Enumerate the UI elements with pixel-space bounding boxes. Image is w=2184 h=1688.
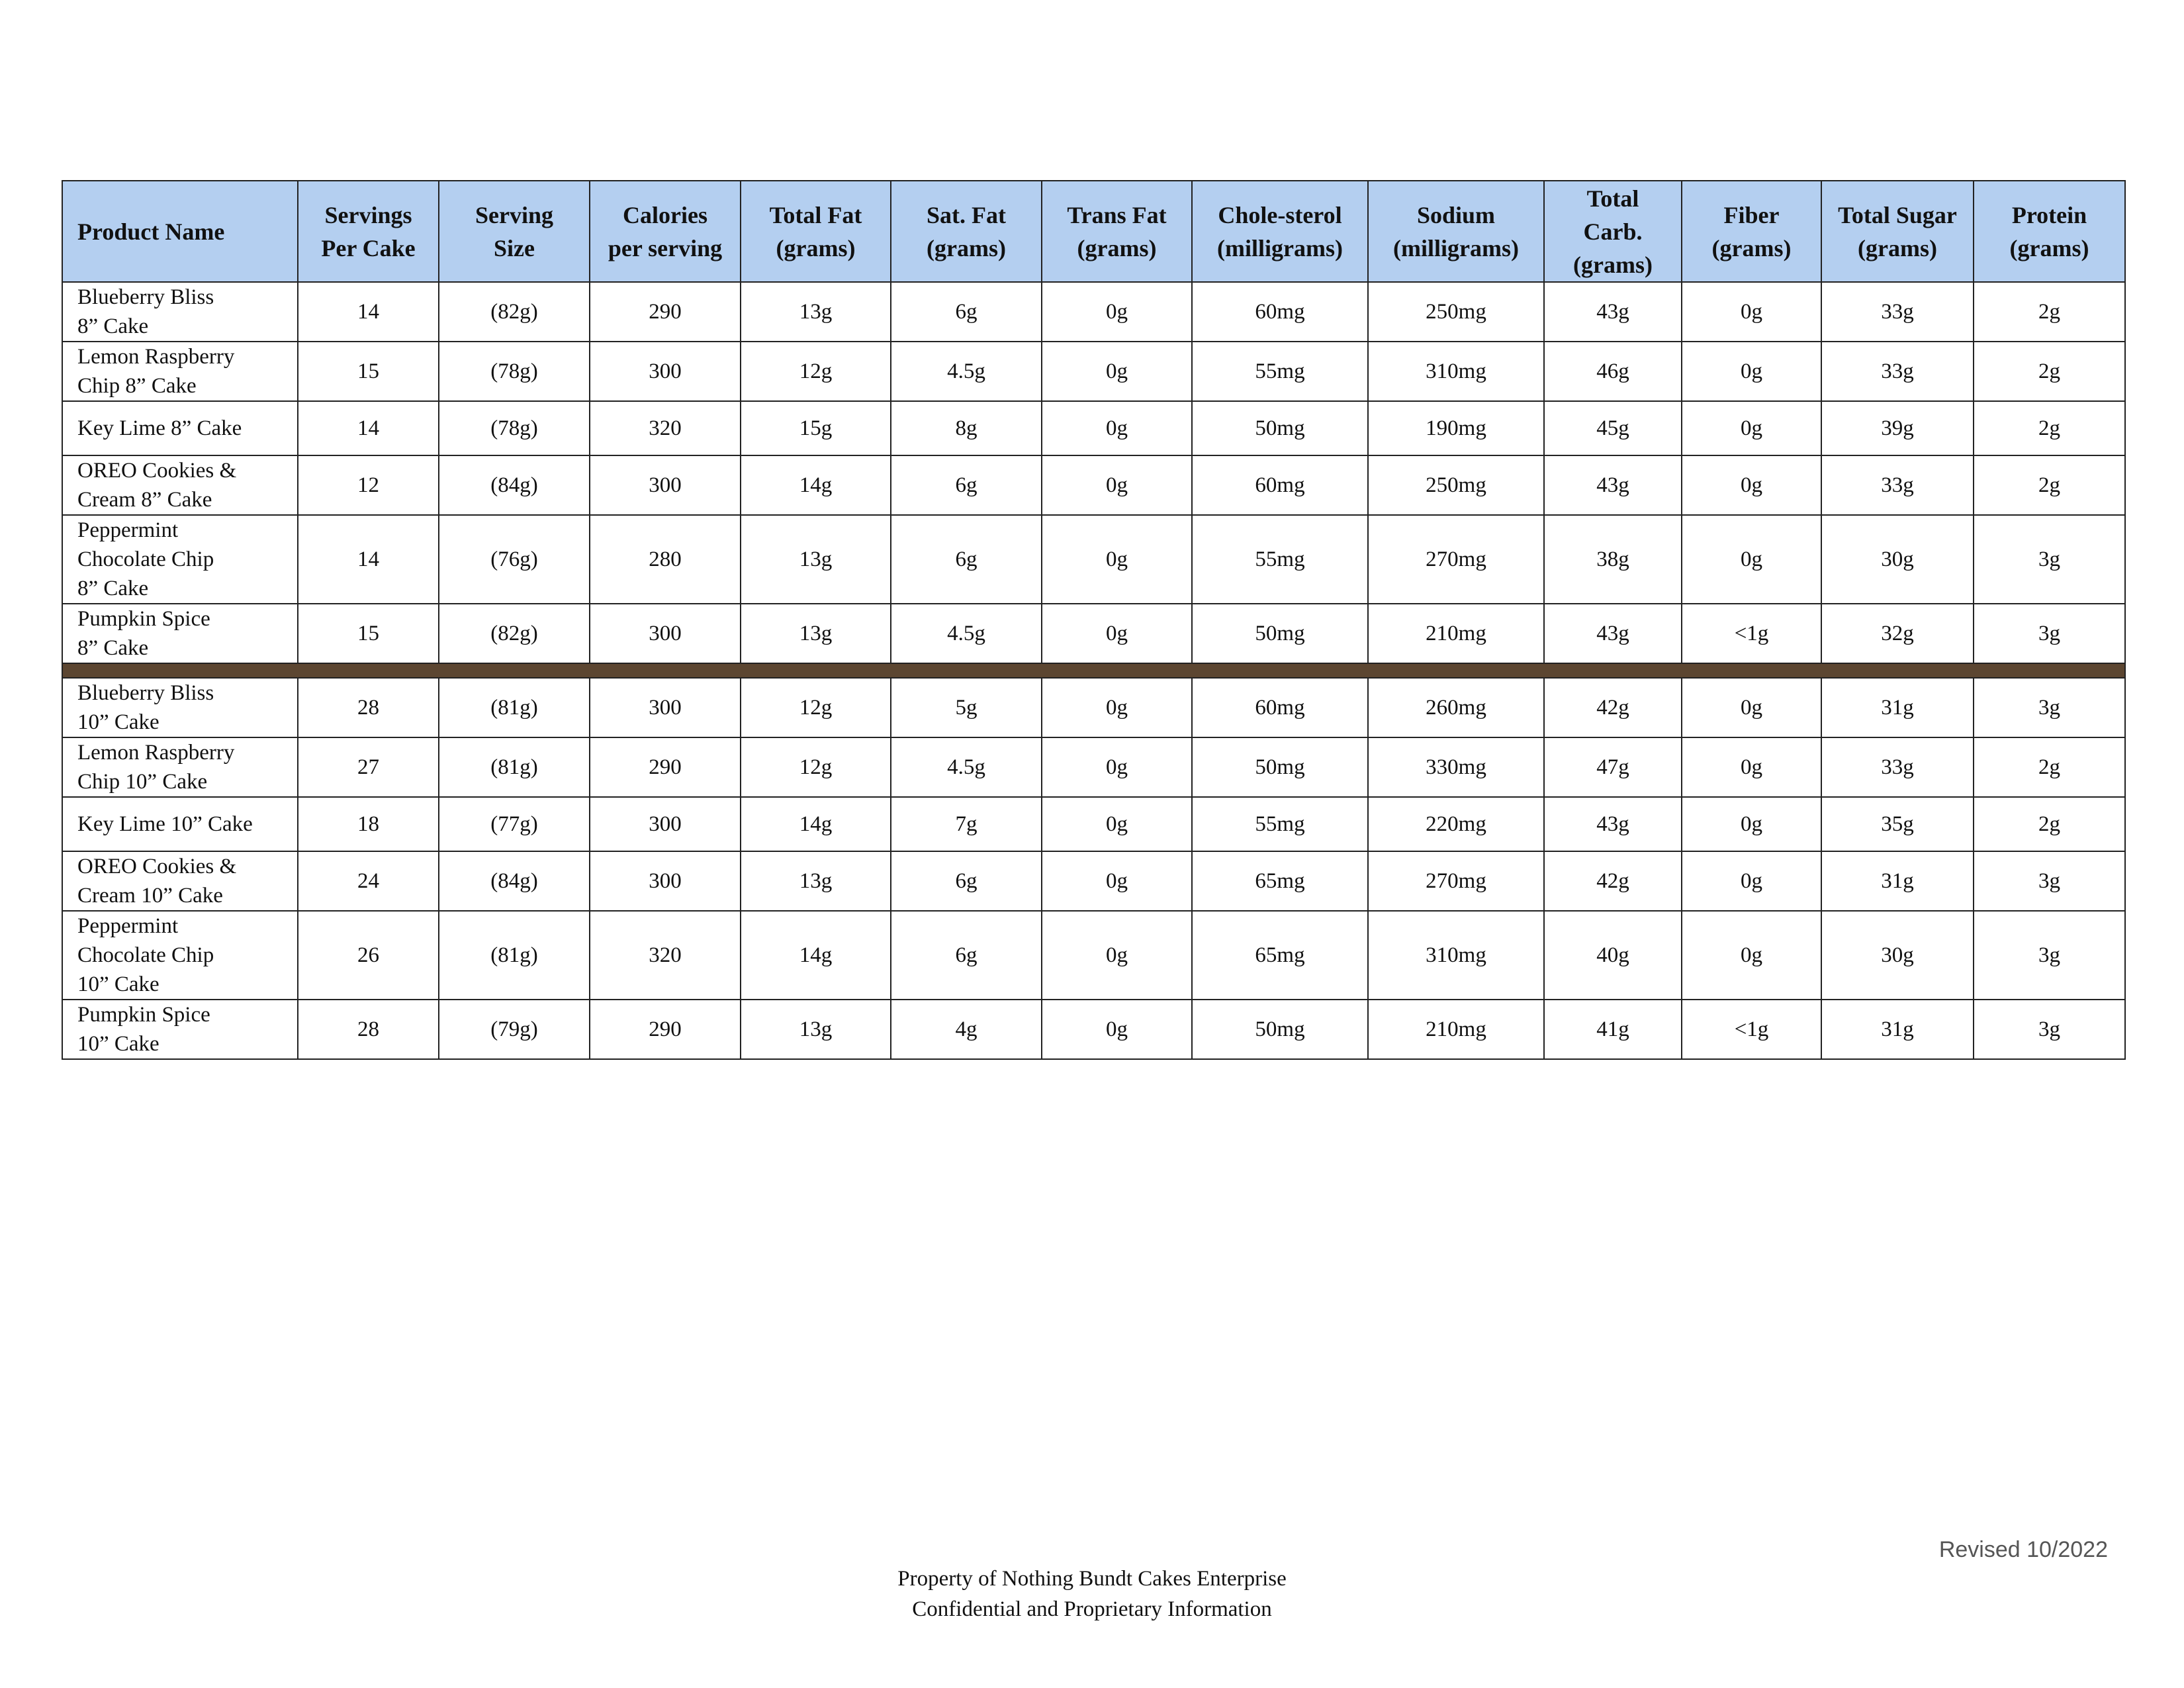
sat-fat-cell: 4.5g bbox=[891, 342, 1042, 401]
sat-fat-cell: 7g bbox=[891, 797, 1042, 851]
footer-line-confidential: Confidential and Proprietary Information bbox=[912, 1597, 1272, 1621]
servings-cell: 28 bbox=[298, 678, 439, 737]
total-carb-cell: 38g bbox=[1544, 515, 1682, 604]
protein-cell: 3g bbox=[1974, 851, 2125, 911]
product-name-cell: Blueberry Bliss 10” Cake bbox=[62, 678, 298, 737]
total-fat-cell: 12g bbox=[741, 342, 891, 401]
calories-cell: 300 bbox=[590, 455, 741, 515]
col-header-servings-per-cake: Servings Per Cake bbox=[298, 181, 439, 282]
col-header-cholesterol: Chole-sterol (milligrams) bbox=[1192, 181, 1368, 282]
servings-cell: 26 bbox=[298, 911, 439, 1000]
fiber-cell: <1g bbox=[1682, 1000, 1821, 1059]
servings-cell: 14 bbox=[298, 282, 439, 342]
sat-fat-cell: 8g bbox=[891, 401, 1042, 455]
protein-cell: 3g bbox=[1974, 678, 2125, 737]
servings-cell: 12 bbox=[298, 455, 439, 515]
serving-size-cell: (76g) bbox=[439, 515, 590, 604]
sat-fat-cell: 6g bbox=[891, 851, 1042, 911]
total-carb-cell: 46g bbox=[1544, 342, 1682, 401]
product-name-cell: Blueberry Bliss 8” Cake bbox=[62, 282, 298, 342]
calories-cell: 300 bbox=[590, 797, 741, 851]
total-fat-cell: 13g bbox=[741, 1000, 891, 1059]
trans-fat-cell: 0g bbox=[1042, 911, 1192, 1000]
page-footer bbox=[0, 1564, 2184, 1624]
serving-size-cell: (81g) bbox=[439, 911, 590, 1000]
total-fat-cell: 14g bbox=[741, 797, 891, 851]
total-fat-cell: 12g bbox=[741, 737, 891, 797]
table-row bbox=[62, 678, 2125, 737]
cholesterol-cell: 60mg bbox=[1192, 678, 1368, 737]
cholesterol-cell: 65mg bbox=[1192, 911, 1368, 1000]
total-fat-cell: 13g bbox=[741, 851, 891, 911]
total-fat-cell: 12g bbox=[741, 678, 891, 737]
sodium-cell: 310mg bbox=[1368, 911, 1544, 1000]
servings-cell: 14 bbox=[298, 515, 439, 604]
servings-cell: 14 bbox=[298, 401, 439, 455]
protein-cell: 2g bbox=[1974, 401, 2125, 455]
cholesterol-cell: 55mg bbox=[1192, 515, 1368, 604]
total-fat-cell: 13g bbox=[741, 282, 891, 342]
sodium-cell: 270mg bbox=[1368, 515, 1544, 604]
sodium-cell: 330mg bbox=[1368, 737, 1544, 797]
trans-fat-cell: 0g bbox=[1042, 604, 1192, 663]
serving-size-cell: (82g) bbox=[439, 604, 590, 663]
col-header-calories: Calories per serving bbox=[590, 181, 741, 282]
trans-fat-cell: 0g bbox=[1042, 515, 1192, 604]
servings-cell: 24 bbox=[298, 851, 439, 911]
total-fat-cell: 15g bbox=[741, 401, 891, 455]
fiber-cell: 0g bbox=[1682, 455, 1821, 515]
product-name-cell: Key Lime 10” Cake bbox=[62, 797, 298, 851]
cholesterol-cell: 50mg bbox=[1192, 401, 1368, 455]
total-carb-cell: 43g bbox=[1544, 604, 1682, 663]
serving-size-cell: (82g) bbox=[439, 282, 590, 342]
total-sugar-cell: 33g bbox=[1821, 455, 1974, 515]
table-row bbox=[62, 282, 2125, 342]
fiber-cell: <1g bbox=[1682, 604, 1821, 663]
table-row bbox=[62, 455, 2125, 515]
table-header-row bbox=[62, 181, 2125, 282]
nutrition-table bbox=[62, 180, 2126, 1060]
protein-cell: 2g bbox=[1974, 342, 2125, 401]
cholesterol-cell: 65mg bbox=[1192, 851, 1368, 911]
table-row bbox=[62, 342, 2125, 401]
sat-fat-cell: 6g bbox=[891, 455, 1042, 515]
serving-size-cell: (81g) bbox=[439, 678, 590, 737]
calories-cell: 290 bbox=[590, 282, 741, 342]
servings-cell: 28 bbox=[298, 1000, 439, 1059]
total-sugar-cell: 33g bbox=[1821, 737, 1974, 797]
total-sugar-cell: 31g bbox=[1821, 851, 1974, 911]
servings-cell: 18 bbox=[298, 797, 439, 851]
servings-cell: 27 bbox=[298, 737, 439, 797]
calories-cell: 290 bbox=[590, 737, 741, 797]
total-carb-cell: 43g bbox=[1544, 455, 1682, 515]
serving-size-cell: (84g) bbox=[439, 851, 590, 911]
calories-cell: 300 bbox=[590, 678, 741, 737]
total-carb-cell: 43g bbox=[1544, 282, 1682, 342]
total-sugar-cell: 35g bbox=[1821, 797, 1974, 851]
sat-fat-cell: 4g bbox=[891, 1000, 1042, 1059]
col-header-fiber: Fiber (grams) bbox=[1682, 181, 1821, 282]
servings-cell: 15 bbox=[298, 342, 439, 401]
cholesterol-cell: 50mg bbox=[1192, 737, 1368, 797]
product-name-cell: Lemon Raspberry Chip 8” Cake bbox=[62, 342, 298, 401]
serving-size-cell: (81g) bbox=[439, 737, 590, 797]
sodium-cell: 210mg bbox=[1368, 604, 1544, 663]
protein-cell: 2g bbox=[1974, 455, 2125, 515]
cholesterol-cell: 60mg bbox=[1192, 455, 1368, 515]
table-row bbox=[62, 851, 2125, 911]
fiber-cell: 0g bbox=[1682, 851, 1821, 911]
calories-cell: 280 bbox=[590, 515, 741, 604]
total-carb-cell: 42g bbox=[1544, 851, 1682, 911]
col-header-trans-fat: Trans Fat (grams) bbox=[1042, 181, 1192, 282]
sat-fat-cell: 6g bbox=[891, 911, 1042, 1000]
total-fat-cell: 13g bbox=[741, 604, 891, 663]
product-name-cell: Lemon Raspberry Chip 10” Cake bbox=[62, 737, 298, 797]
table-body bbox=[62, 282, 2125, 1059]
fiber-cell: 0g bbox=[1682, 678, 1821, 737]
total-sugar-cell: 32g bbox=[1821, 604, 1974, 663]
total-carb-cell: 47g bbox=[1544, 737, 1682, 797]
table-row bbox=[62, 737, 2125, 797]
total-sugar-cell: 30g bbox=[1821, 515, 1974, 604]
col-header-total-carb: Total Carb. (grams) bbox=[1544, 181, 1682, 282]
protein-cell: 3g bbox=[1974, 1000, 2125, 1059]
calories-cell: 300 bbox=[590, 604, 741, 663]
table-row bbox=[62, 797, 2125, 851]
total-sugar-cell: 31g bbox=[1821, 1000, 1974, 1059]
sodium-cell: 270mg bbox=[1368, 851, 1544, 911]
serving-size-cell: (79g) bbox=[439, 1000, 590, 1059]
cholesterol-cell: 55mg bbox=[1192, 342, 1368, 401]
col-header-protein: Protein (grams) bbox=[1974, 181, 2125, 282]
sodium-cell: 260mg bbox=[1368, 678, 1544, 737]
total-fat-cell: 14g bbox=[741, 911, 891, 1000]
trans-fat-cell: 0g bbox=[1042, 797, 1192, 851]
col-header-total-fat: Total Fat (grams) bbox=[741, 181, 891, 282]
total-sugar-cell: 30g bbox=[1821, 911, 1974, 1000]
fiber-cell: 0g bbox=[1682, 401, 1821, 455]
total-carb-cell: 40g bbox=[1544, 911, 1682, 1000]
sodium-cell: 220mg bbox=[1368, 797, 1544, 851]
protein-cell: 2g bbox=[1974, 737, 2125, 797]
sodium-cell: 250mg bbox=[1368, 455, 1544, 515]
trans-fat-cell: 0g bbox=[1042, 455, 1192, 515]
fiber-cell: 0g bbox=[1682, 515, 1821, 604]
protein-cell: 2g bbox=[1974, 797, 2125, 851]
trans-fat-cell: 0g bbox=[1042, 282, 1192, 342]
trans-fat-cell: 0g bbox=[1042, 401, 1192, 455]
total-carb-cell: 41g bbox=[1544, 1000, 1682, 1059]
cholesterol-cell: 55mg bbox=[1192, 797, 1368, 851]
sodium-cell: 250mg bbox=[1368, 282, 1544, 342]
total-sugar-cell: 33g bbox=[1821, 282, 1974, 342]
cholesterol-cell: 50mg bbox=[1192, 1000, 1368, 1059]
product-name-cell: Peppermint Chocolate Chip 10” Cake bbox=[62, 911, 298, 1000]
sat-fat-cell: 4.5g bbox=[891, 737, 1042, 797]
fiber-cell: 0g bbox=[1682, 911, 1821, 1000]
total-carb-cell: 42g bbox=[1544, 678, 1682, 737]
revision-note: Revised 10/2022 bbox=[1938, 1537, 2108, 1562]
fiber-cell: 0g bbox=[1682, 737, 1821, 797]
total-sugar-cell: 33g bbox=[1821, 342, 1974, 401]
sat-fat-cell: 6g bbox=[891, 515, 1042, 604]
product-name-cell: Peppermint Chocolate Chip 8” Cake bbox=[62, 515, 298, 604]
serving-size-cell: (84g) bbox=[439, 455, 590, 515]
col-header-serving-size: Serving Size bbox=[439, 181, 590, 282]
trans-fat-cell: 0g bbox=[1042, 737, 1192, 797]
sat-fat-cell: 4.5g bbox=[891, 604, 1042, 663]
trans-fat-cell: 0g bbox=[1042, 678, 1192, 737]
fiber-cell: 0g bbox=[1682, 282, 1821, 342]
fiber-cell: 0g bbox=[1682, 342, 1821, 401]
divider-bar bbox=[62, 663, 2125, 678]
servings-cell: 15 bbox=[298, 604, 439, 663]
calories-cell: 290 bbox=[590, 1000, 741, 1059]
serving-size-cell: (78g) bbox=[439, 401, 590, 455]
total-sugar-cell: 31g bbox=[1821, 678, 1974, 737]
size-group-divider bbox=[62, 663, 2125, 678]
product-name-cell: Key Lime 8” Cake bbox=[62, 401, 298, 455]
serving-size-cell: (77g) bbox=[439, 797, 590, 851]
calories-cell: 300 bbox=[590, 851, 741, 911]
table-row bbox=[62, 1000, 2125, 1059]
col-header-product-name: Product Name bbox=[62, 181, 298, 282]
product-name-cell: OREO Cookies & Cream 8” Cake bbox=[62, 455, 298, 515]
sodium-cell: 190mg bbox=[1368, 401, 1544, 455]
calories-cell: 320 bbox=[590, 911, 741, 1000]
cholesterol-cell: 50mg bbox=[1192, 604, 1368, 663]
product-name-cell: Pumpkin Spice 8” Cake bbox=[62, 604, 298, 663]
sat-fat-cell: 5g bbox=[891, 678, 1042, 737]
sodium-cell: 310mg bbox=[1368, 342, 1544, 401]
product-name-cell: Pumpkin Spice 10” Cake bbox=[62, 1000, 298, 1059]
col-header-sat-fat: Sat. Fat (grams) bbox=[891, 181, 1042, 282]
trans-fat-cell: 0g bbox=[1042, 851, 1192, 911]
table-row bbox=[62, 604, 2125, 663]
col-header-total-sugar: Total Sugar (grams) bbox=[1821, 181, 1974, 282]
serving-size-cell: (78g) bbox=[439, 342, 590, 401]
total-fat-cell: 14g bbox=[741, 455, 891, 515]
col-header-sodium: Sodium (milligrams) bbox=[1368, 181, 1544, 282]
protein-cell: 3g bbox=[1974, 604, 2125, 663]
fiber-cell: 0g bbox=[1682, 797, 1821, 851]
table-row bbox=[62, 401, 2125, 455]
calories-cell: 320 bbox=[590, 401, 741, 455]
total-carb-cell: 45g bbox=[1544, 401, 1682, 455]
cholesterol-cell: 60mg bbox=[1192, 282, 1368, 342]
total-fat-cell: 13g bbox=[741, 515, 891, 604]
footer-line-property: Property of Nothing Bundt Cakes Enterprise bbox=[897, 1567, 1287, 1591]
protein-cell: 2g bbox=[1974, 282, 2125, 342]
trans-fat-cell: 0g bbox=[1042, 1000, 1192, 1059]
table-row bbox=[62, 515, 2125, 604]
protein-cell: 3g bbox=[1974, 911, 2125, 1000]
sodium-cell: 210mg bbox=[1368, 1000, 1544, 1059]
total-carb-cell: 43g bbox=[1544, 797, 1682, 851]
sat-fat-cell: 6g bbox=[891, 282, 1042, 342]
total-sugar-cell: 39g bbox=[1821, 401, 1974, 455]
trans-fat-cell: 0g bbox=[1042, 342, 1192, 401]
product-name-cell: OREO Cookies & Cream 10” Cake bbox=[62, 851, 298, 911]
protein-cell: 3g bbox=[1974, 515, 2125, 604]
table-row bbox=[62, 911, 2125, 1000]
calories-cell: 300 bbox=[590, 342, 741, 401]
